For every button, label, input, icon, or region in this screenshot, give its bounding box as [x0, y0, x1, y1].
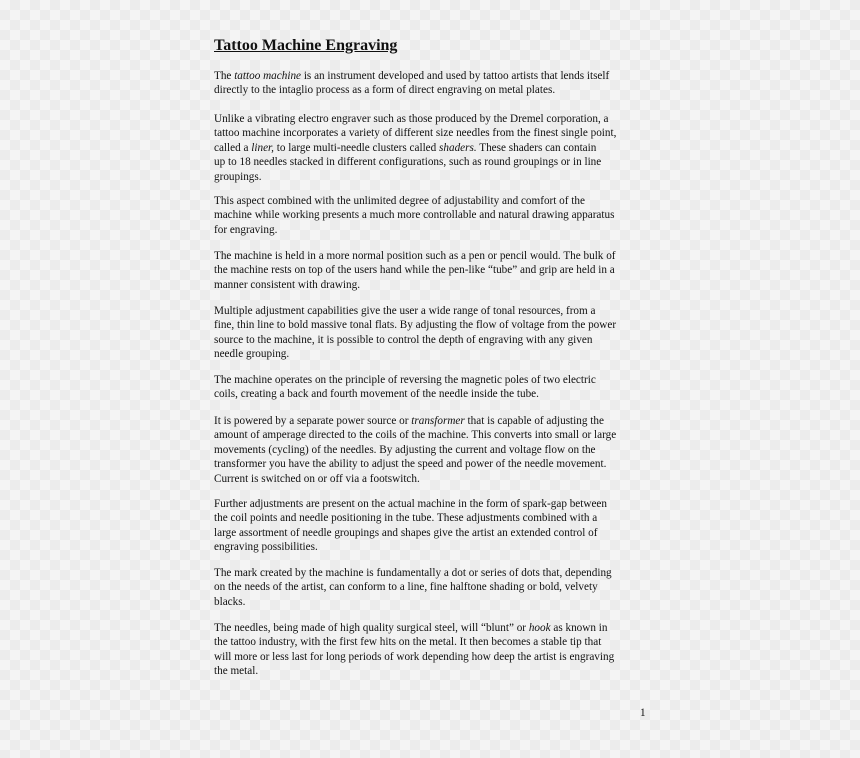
paragraph-line: [214, 566, 654, 580]
text-run: groupings.: [214, 170, 262, 183]
paragraph-line: [214, 387, 654, 401]
text-run: the metal.: [214, 665, 259, 678]
text-run: The machine is held in a more normal position such as a pen or pencil would. The bulk of: [214, 250, 616, 262]
italic-term: shaders.: [439, 141, 477, 154]
paragraph: [214, 112, 654, 184]
paragraph: [214, 414, 654, 486]
paragraph-line: [214, 347, 654, 361]
paragraph-line: [214, 304, 654, 318]
text-run: machine while working presents a much more controllable and natural drawing apparatus: [214, 209, 615, 222]
paragraph: [214, 194, 654, 237]
text-run: Multiple adjustment capabilities give the user a wide range of tonal resources, from a: [214, 305, 596, 317]
paragraph-line: [214, 428, 654, 442]
paragraph-line: [214, 621, 654, 635]
paragraph-line: [214, 83, 654, 97]
text-run: amount of amperage directed to the coils of the machine. This converts into small or large: [214, 429, 617, 442]
paragraph-line: [214, 223, 654, 237]
text-run: will more or less last for long periods of work depending how deep the artist is engraving: [214, 650, 615, 663]
paragraph: [214, 249, 654, 292]
paragraph-line: [214, 126, 654, 140]
text-run: The needles, being made of high quality surgical steel, will “blunt” or: [214, 622, 529, 634]
paragraph: [214, 621, 654, 679]
paragraph-line: [214, 443, 654, 457]
text-run: The machine operates on the principle of reversing the magnetic poles of two electric: [214, 374, 596, 386]
paragraph-line: [214, 497, 654, 511]
paragraph-line: [214, 112, 654, 126]
paragraph: [214, 69, 654, 98]
paragraph-line: [214, 333, 654, 347]
paragraph-line: [214, 263, 654, 277]
paragraph: [214, 304, 654, 362]
paragraph-line: [214, 249, 654, 263]
text-run: large assortment of needle groupings and shapes give the artist an extended control of: [214, 526, 598, 539]
paragraph-line: [214, 457, 654, 471]
text-run: It is powered by a separate power source or: [214, 415, 412, 427]
text-run: manner consistent with drawing.: [214, 278, 361, 291]
text-run: Current is switched on or off via a footswitch.: [214, 472, 420, 485]
text-run: coils, creating a back and fourth movement of the needle inside the tube.: [214, 388, 539, 401]
paragraph-line: [214, 155, 654, 169]
paragraph-line: [214, 208, 654, 222]
paragraph-line: [214, 472, 654, 486]
text-run: is an instrument developed and used by tattoo artists that lends itself: [301, 70, 610, 82]
text-run: as known in: [550, 622, 608, 634]
text-run: that is capable of adjusting the: [464, 415, 604, 427]
text-run: the tattoo industry, with the first few hits on the metal. It then becomes a stable tip that: [214, 636, 602, 649]
document-title: Tattoo Machine Engraving: [214, 37, 398, 54]
text-run: needle grouping.: [214, 348, 290, 361]
paragraph-line: [214, 194, 654, 208]
text-run: tattoo machine incorporates a variety of different size needles from the finest single point,: [214, 127, 617, 140]
paragraph: [214, 373, 654, 402]
text-run: This aspect combined with the unlimited degree of adjustability and comfort of the: [214, 195, 585, 207]
text-run: movements (cycling) of the needles. By adjusting the current and voltage flow on the: [214, 443, 596, 456]
italic-term: liner,: [251, 141, 274, 154]
page-number: 1: [640, 707, 646, 719]
paragraph-line: [214, 170, 654, 184]
text-run: up to 18 needles stacked in different configurations, such as round groupings or in line: [214, 156, 602, 169]
paragraph-line: [214, 414, 654, 428]
italic-term: tattoo machine: [234, 70, 302, 82]
paragraph-line: [214, 69, 654, 83]
text-run: the machine rests on top of the users hand while the pen-like “tube” and grip are held in a: [214, 264, 615, 277]
text-run: Further adjustments are present on the actual machine in the form of spark-gap between: [214, 498, 607, 510]
paragraph-line: [214, 580, 654, 594]
paragraph-line: [214, 595, 654, 609]
italic-term: hook: [528, 622, 551, 634]
text-run: engraving possibilities.: [214, 541, 318, 554]
text-run: on the needs of the artist, can conform to a line, fine halftone shading or bold, velvety: [214, 581, 598, 594]
italic-term: transformer: [411, 415, 465, 427]
paragraph-line: [214, 141, 654, 155]
text-run: source to the machine, it is possible to control the depth of engraving with any given: [214, 333, 593, 346]
text-run: The mark created by the machine is fundamentally a dot or series of dots that, depending: [214, 567, 612, 579]
paragraph-line: [214, 664, 654, 678]
text-run: directly to the intaglio process as a form of direct engraving on metal plates.: [214, 84, 556, 97]
text-run: fine, thin line to bold massive tonal flats. By adjusting the flow of voltage from the power: [214, 319, 617, 332]
text-run: blacks.: [214, 595, 246, 608]
text-run: for engraving.: [214, 223, 278, 236]
paragraph-line: [214, 511, 654, 525]
paragraph: [214, 566, 654, 609]
paragraph-line: [214, 373, 654, 387]
text-run: transformer you have the ability to adjust the speed and power of the needle movement.: [214, 458, 607, 471]
text-run: The: [214, 70, 235, 82]
text-run: to large multi-needle clusters called: [273, 141, 440, 154]
paragraph-line: [214, 318, 654, 332]
text-run: These shaders can contain: [476, 141, 597, 154]
paragraph-line: [214, 650, 654, 664]
paragraph-line: [214, 540, 654, 554]
text-run: Unlike a vibrating electro engraver such as those produced by the Dremel corporation, a: [214, 113, 609, 125]
paragraph: [214, 497, 654, 555]
paragraph-line: [214, 635, 654, 649]
text-run: the coil points and needle positioning in the tube. These adjustments combined with a: [214, 512, 598, 525]
paragraph-line: [214, 526, 654, 540]
text-run: called a: [214, 141, 252, 154]
paragraph-line: [214, 278, 654, 292]
